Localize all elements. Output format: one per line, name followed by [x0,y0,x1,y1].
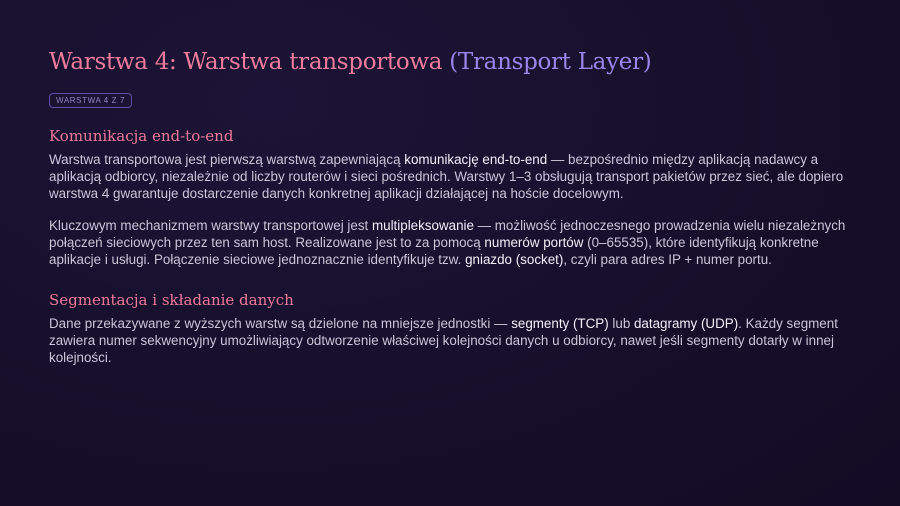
highlight-text: segmenty (TCP) [511,316,609,331]
title-main: Warstwa 4: Warstwa transportowa [49,49,443,75]
highlight-text: multipleksowanie [371,218,474,233]
paragraph [49,315,854,366]
text-run: Kluczowym mechanizmem warstwy transportowej jest [49,218,372,233]
section-segmentation [49,291,850,366]
text-run: . Każdy segment zawiera numer sekwencyjny umożliwiający odtworzenie właściwej kolejności danych u odbiorcy, nawet jeśli segmenty dotarły w innej kolejności. [49,316,838,365]
text-run: (0–65535), które identyfikują konkretne aplikacje i usługi. Połączenie sieciowe jednoznacznie identyfikuje tzw. [49,235,819,267]
text-run: Dane przekazywane z wyższych warstw są dzielone na mniejsze jednostki — [49,316,512,331]
text-run: , czyli para adres IP + numer portu. [563,252,772,267]
highlight-text: gniazdo (socket) [465,252,564,267]
highlight-text: datagramy (UDP) [633,316,739,331]
paragraph [49,217,854,268]
title-subtitle: (Transport Layer) [449,49,652,75]
slide-title [49,44,850,80]
section-heading: Segmentacja i składanie danych [49,291,294,309]
section-heading: Komunikacja end-to-end [49,127,234,145]
text-run: — bezpośrednio między aplikacją nadawcy a aplikacją odbiorcy, niezależnie od liczby routerów i sieci pośrednich. Warstwy 1–3 obsługują transport pakietów przez sieć, ale dopiero warstwa 4 gwarantuje dostarczenie danych konkretnej aplikacji działającej na hoście docelowym. [49,152,844,201]
text-run: Warstwa transportowa jest pierwszą warstwą zapewniającą [49,152,405,167]
highlight-text: numerów portów [484,235,584,250]
paragraph [49,151,854,202]
highlight-text: komunikację end-to-end [404,152,548,167]
section-end-to-end [49,127,850,268]
text-run: — możliwość jednoczesnego prowadzenia wielu niezależnych połączeń sieciowych przez ten sam host. Realizowane jest to za pomocą [49,218,846,250]
layer-badge: WARSTWA 4 Z 7 [49,93,132,108]
text-run: lub [608,316,634,331]
